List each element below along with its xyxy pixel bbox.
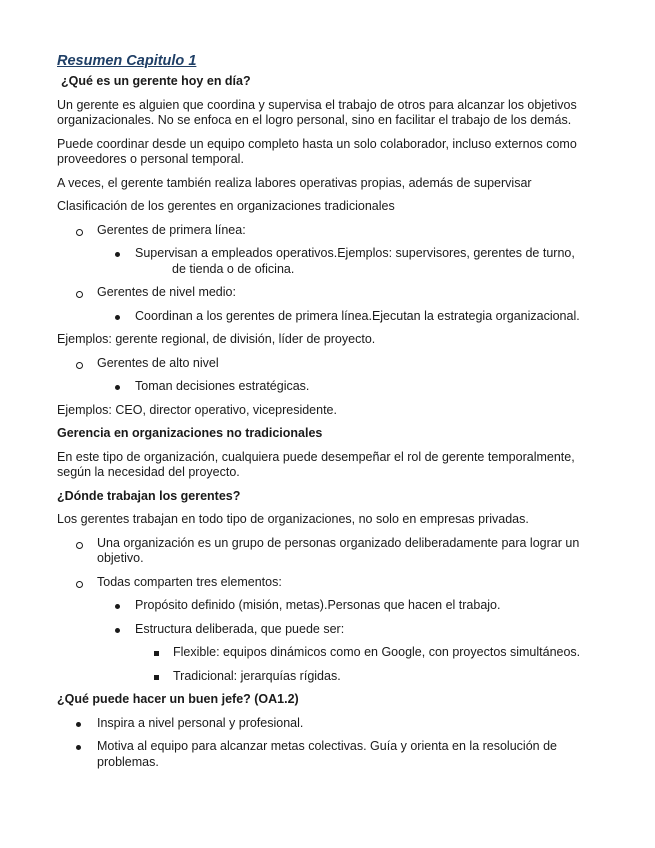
list-item: Tradicional: jerarquías rígidas.	[57, 669, 605, 685]
bullet-icon	[115, 385, 120, 390]
manager-levels-list	[57, 223, 605, 325]
paragraph: Clasificación de los gerentes en organizaciones tradicionales	[57, 199, 395, 213]
bullet-icon	[76, 722, 81, 727]
section-heading-no-tradicionales: Gerencia en organizaciones no tradicionales	[57, 426, 323, 440]
list-item: Todas comparten tres elementos:	[57, 575, 605, 591]
list-item: Una organización es un grupo de personas organizado deliberadamente para lograr un objetivo.	[57, 536, 605, 567]
circle-bullet-icon	[76, 581, 83, 588]
list-item: Gerentes de nivel medio:	[57, 285, 605, 301]
paragraph: Un gerente es alguien que coordina y supervisa el trabajo de otros para alcanzar los objetivos organizacionales. No se enfoca en el logro personal, sino en facilitar el trabajo de los demás.	[57, 97, 577, 127]
square-bullet-icon	[154, 651, 159, 656]
paragraph: En este tipo de organización, cualquiera puede desempeñar el rol de gerente temporalmente, según la necesidad del proyecto.	[57, 449, 575, 479]
circle-bullet-icon	[76, 291, 83, 298]
square-bullet-icon	[154, 675, 159, 680]
document-page	[57, 52, 605, 778]
list-item: Flexible: equipos dinámicos como en Google, con proyectos simultáneos.	[57, 645, 605, 661]
bullet-icon	[115, 628, 120, 633]
document-title: Resumen Capitulo 1	[57, 53, 197, 69]
bullet-icon	[115, 252, 120, 257]
organization-list	[57, 536, 605, 685]
section-heading-gerente-hoy: ¿Qué es un gerente hoy en día?	[61, 74, 251, 88]
paragraph: A veces, el gerente también realiza labores operativas propias, además de supervisar	[57, 175, 532, 190]
list-item: Toman decisiones estratégicas.	[57, 379, 605, 395]
list-item: Gerentes de primera línea:	[57, 223, 605, 239]
paragraph: Puede coordinar desde un equipo completo hasta un solo colaborador, incluso externos como proveedores o personal temporal.	[57, 136, 577, 166]
list-item: Gerentes de alto nivel	[57, 356, 605, 372]
list-item: Propósito definido (misión, metas).Personas que hacen el trabajo.	[57, 598, 605, 614]
paragraph: Los gerentes trabajan en todo tipo de organizaciones, no solo en empresas privadas.	[57, 512, 529, 526]
circle-bullet-icon	[76, 362, 83, 369]
list-item: Coordinan a los gerentes de primera línea.Ejecutan la estrategia organizacional.	[57, 309, 605, 325]
bullet-icon	[115, 315, 120, 320]
paragraph: Ejemplos: CEO, director operativo, vicepresidente.	[57, 402, 337, 417]
section-heading-donde-trabajan: ¿Dónde trabajan los gerentes?	[57, 488, 241, 503]
circle-bullet-icon	[76, 229, 83, 236]
good-boss-list	[57, 716, 605, 771]
bullet-icon	[115, 604, 120, 609]
bullet-icon	[76, 745, 81, 750]
circle-bullet-icon	[76, 542, 83, 549]
paragraph: Ejemplos: gerente regional, de división, líder de proyecto.	[57, 332, 376, 346]
list-item: Estructura deliberada, que puede ser:	[57, 622, 605, 638]
section-heading-buen-jefe: ¿Qué puede hacer un buen jefe? (OA1.2)	[57, 692, 299, 706]
list-item: Motiva al equipo para alcanzar metas colectivas. Guía y orienta en la resolución de problemas.	[57, 739, 605, 770]
list-item: Inspira a nivel personal y profesional.	[57, 716, 605, 732]
list-item: Supervisan a empleados operativos.Ejemplos: supervisores, gerentes de turno, de tienda o de oficina.	[57, 246, 605, 277]
manager-levels-list-2	[57, 356, 605, 395]
